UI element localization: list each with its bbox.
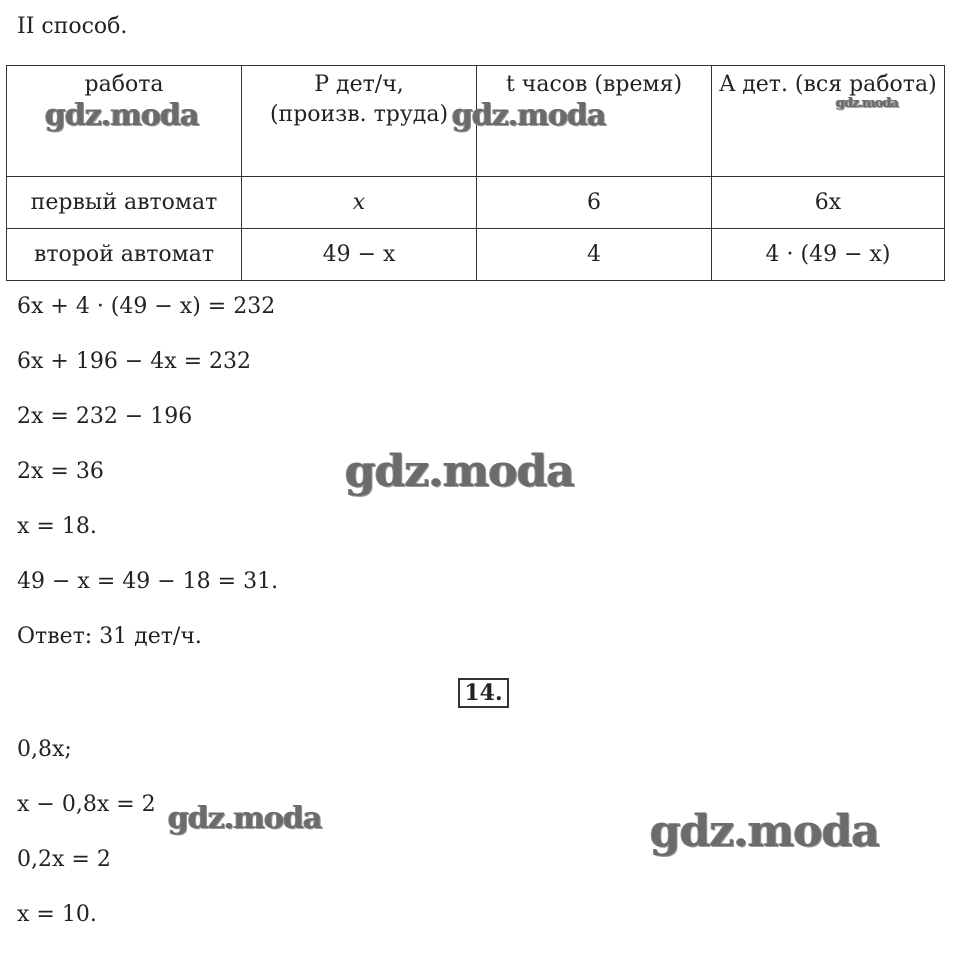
equation-line: 0,8x; <box>17 737 72 762</box>
watermark: gdz.moda <box>650 806 880 857</box>
equation-line: x = 18. <box>17 514 97 539</box>
row-label: второй автомат <box>7 229 242 281</box>
watermark: gdz.moda <box>836 96 899 111</box>
task-number: 14. <box>458 678 508 708</box>
row-time: 4 <box>477 229 712 281</box>
table-row <box>7 229 945 281</box>
method-title: II способ. <box>17 14 128 39</box>
equation-line: 6x + 196 − 4x = 232 <box>17 349 252 374</box>
header-productivity <box>242 66 477 177</box>
row-productivity: 49 − x <box>242 229 477 281</box>
header-total-work: A дет. (вся работа) <box>712 66 945 177</box>
equation-line: x − 0,8x = 2 <box>17 792 156 817</box>
row-time: 6 <box>477 177 712 229</box>
watermark: gdz.moda <box>45 98 199 133</box>
equation-line: 2x = 36 <box>17 459 104 484</box>
watermark: gdz.moda <box>452 98 606 133</box>
header-work: работа <box>7 66 242 177</box>
row-productivity: x <box>242 177 477 229</box>
header-time: t часов (время) <box>477 66 712 177</box>
header-productivity-line1: P дет/ч, <box>314 72 404 97</box>
table-row <box>7 177 945 229</box>
task-number-wrap <box>0 678 967 708</box>
equation-line: 0,2x = 2 <box>17 847 111 872</box>
equation-line: 2x = 232 − 196 <box>17 404 193 429</box>
answer-line: Ответ: 31 дет/ч. <box>17 624 202 649</box>
equation-line: 49 − x = 49 − 18 = 31. <box>17 569 279 594</box>
row-total-work: 6x <box>712 177 945 229</box>
header-productivity-line2: (произв. труда) <box>269 102 449 127</box>
row-total-work: 4 · (49 − x) <box>712 229 945 281</box>
watermark: gdz.moda <box>345 446 575 497</box>
equation-line: 6x + 4 · (49 − x) = 232 <box>17 294 276 319</box>
equation-line: x = 10. <box>17 902 97 927</box>
row-label: первый автомат <box>7 177 242 229</box>
watermark: gdz.moda <box>168 801 322 836</box>
